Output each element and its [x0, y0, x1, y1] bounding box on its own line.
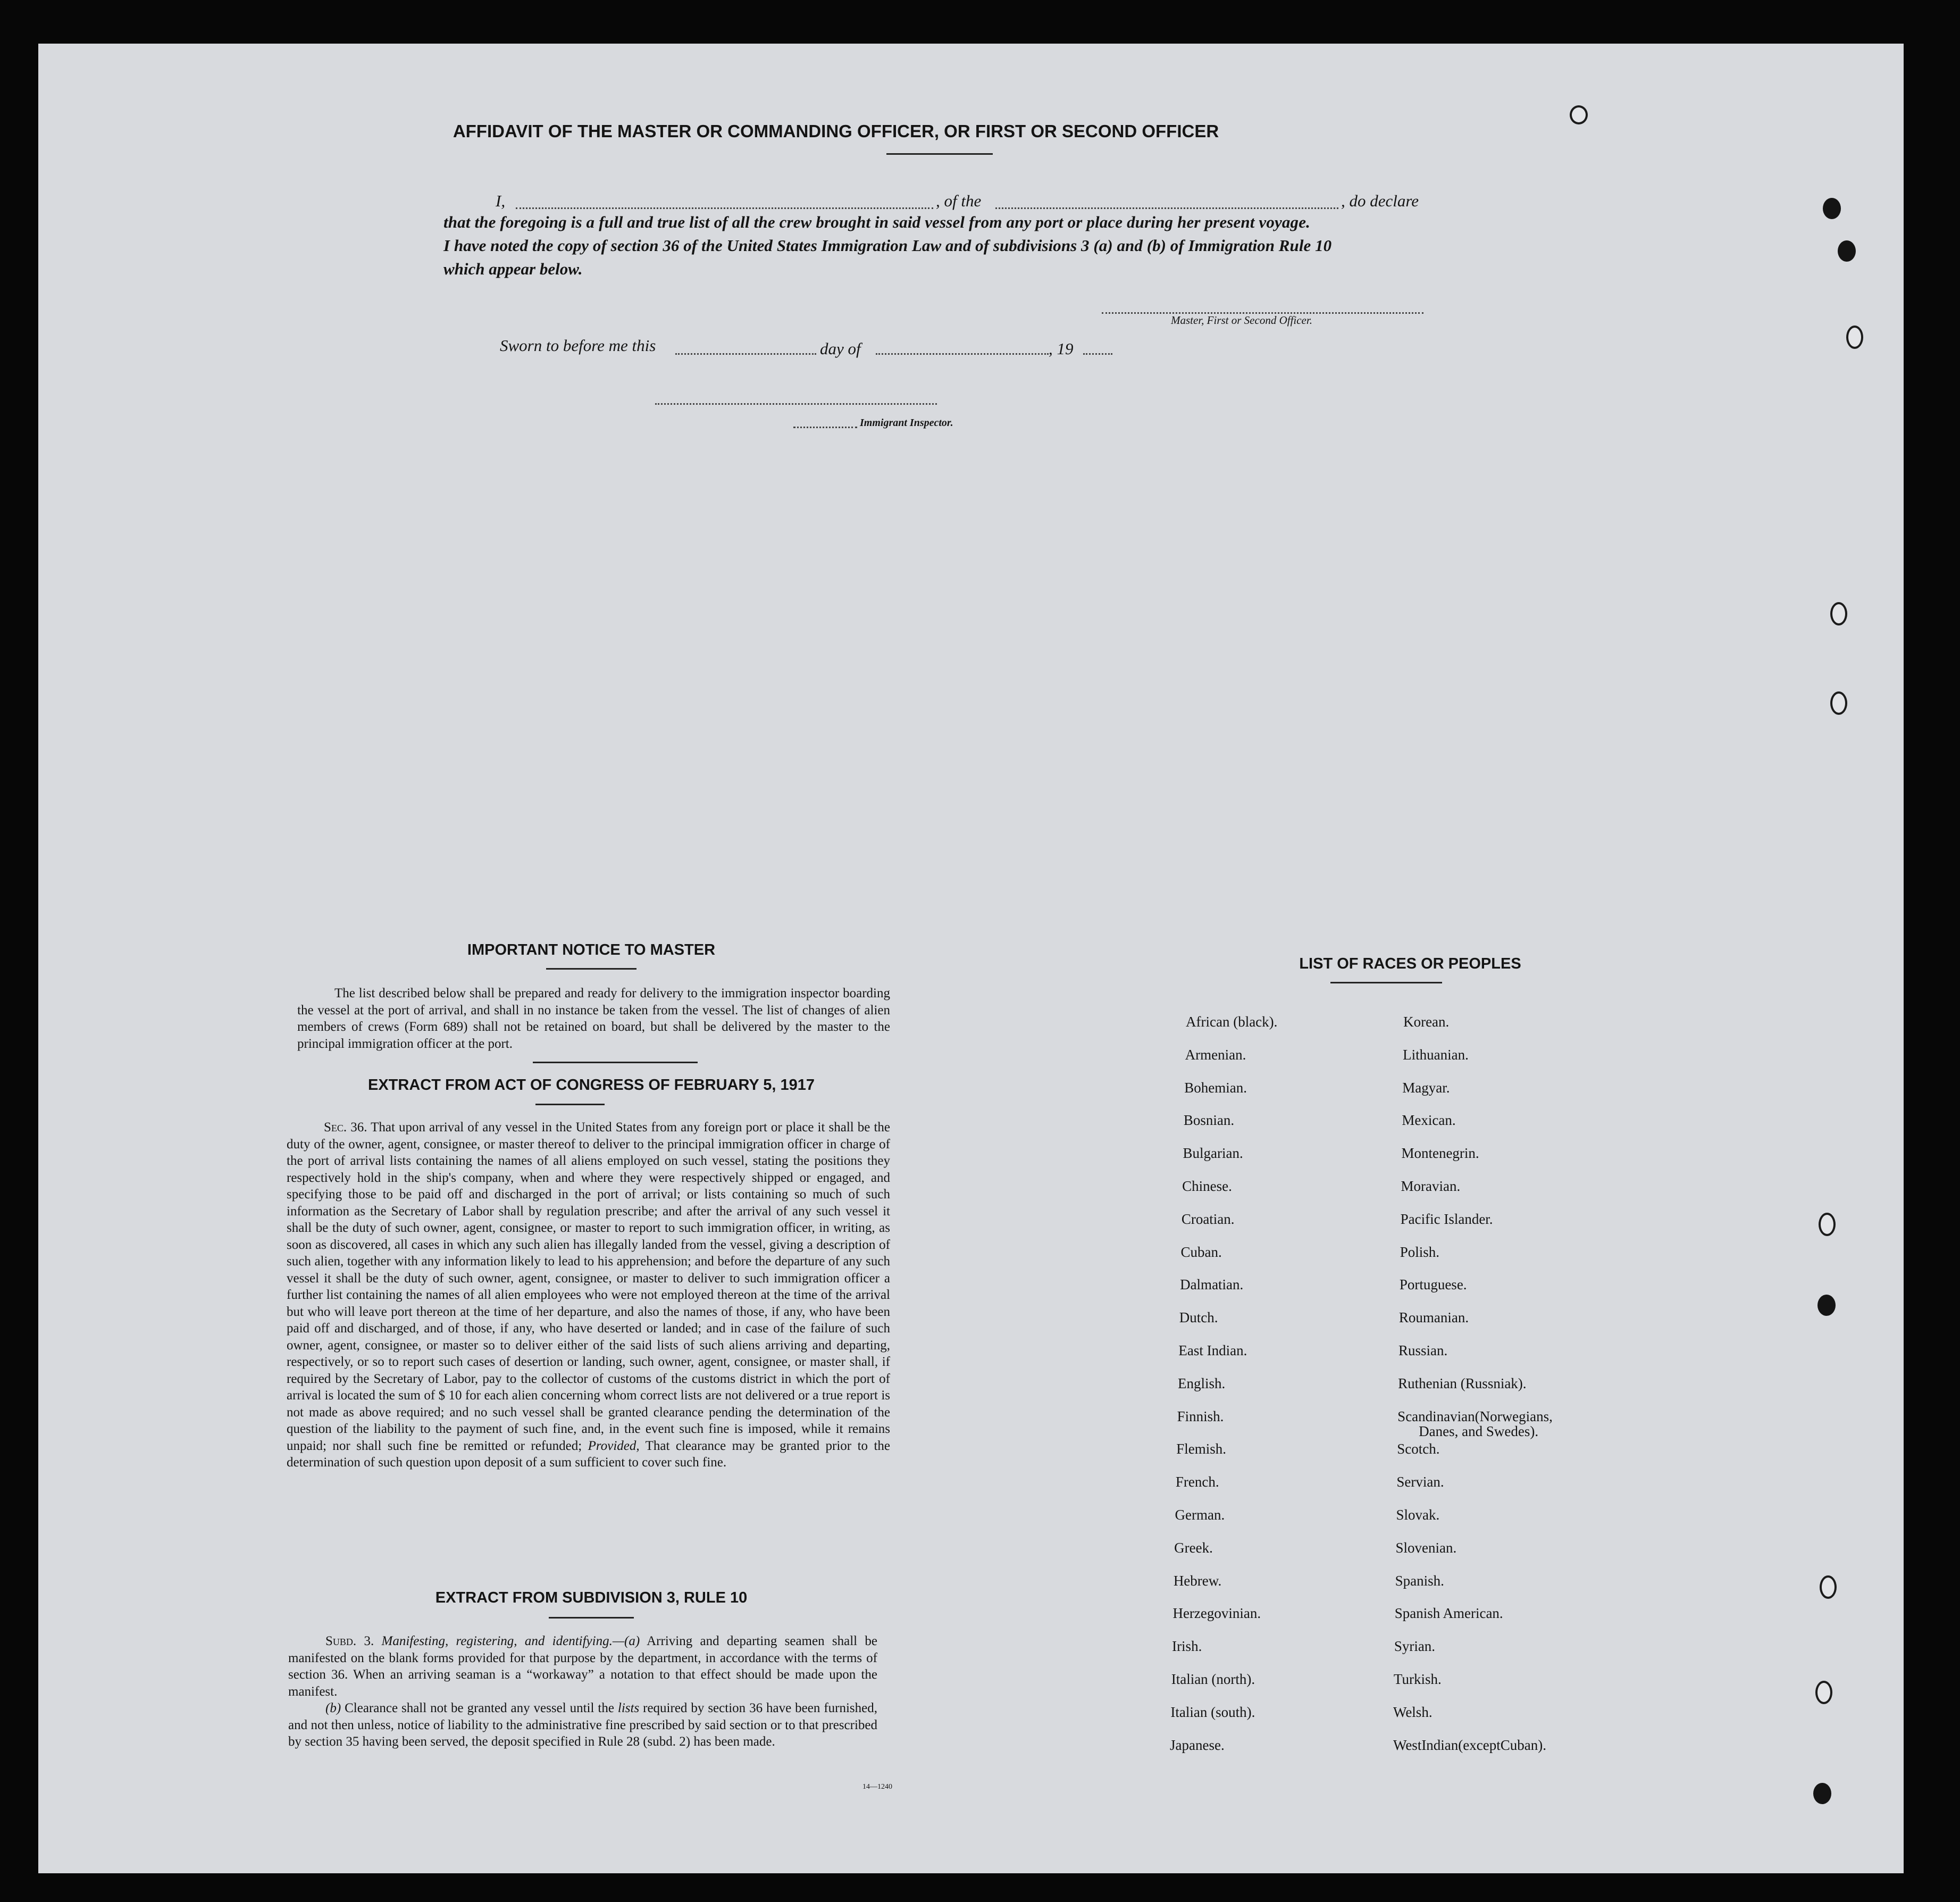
inspector-signature-field[interactable]	[655, 403, 937, 405]
race-item: Bosnian.	[1183, 1112, 1235, 1129]
race-item: Herzegovinian.	[1172, 1605, 1261, 1622]
affidavit-statement-line: that the foregoing is a full and true list of all the crew brought in said vessel from any port or place during her present voyage.	[443, 213, 1311, 231]
affidavit-declarant-prefix: I,	[496, 191, 506, 210]
race-item: Slovak.	[1396, 1507, 1440, 1523]
race-item: Magyar.	[1402, 1079, 1450, 1096]
race-item: Hebrew.	[1173, 1572, 1222, 1589]
binder-hole-mark	[1813, 1783, 1831, 1804]
subdivision-b-lists-word: lists	[617, 1701, 640, 1715]
race-item: Moravian.	[1401, 1178, 1461, 1194]
binder-hole-mark	[1823, 198, 1841, 219]
race-item: Italian (north).	[1171, 1671, 1255, 1687]
race-item: Irish.	[1172, 1638, 1202, 1655]
officer-signature-label: Master, First or Second Officer.	[1171, 314, 1312, 327]
sworn-year-field[interactable]	[1083, 353, 1112, 355]
race-item: French.	[1175, 1474, 1219, 1490]
race-item: Italian (south).	[1170, 1704, 1255, 1720]
binder-hole-mark	[1570, 105, 1588, 124]
race-item: Korean.	[1403, 1014, 1450, 1030]
binder-hole-mark	[1830, 691, 1847, 715]
rule-subdivision-3-paragraph	[288, 1633, 877, 1750]
race-item: Chinese.	[1182, 1178, 1232, 1194]
rule-extract-title-underline	[549, 1617, 634, 1619]
race-item: Japanese.	[1170, 1737, 1225, 1753]
race-item: Portuguese.	[1399, 1277, 1467, 1293]
race-item: Montenegrin.	[1401, 1145, 1479, 1162]
race-item: Mexican.	[1402, 1112, 1456, 1129]
races-title-underline	[1330, 982, 1442, 983]
subdivision-a-text: Arriving and departing seamen shall be manifested on the blank forms provided for that purpose by the department, in accordance with the terms of section 36. When an arriving seaman is a “workaway” a notation to that effect should be made upon the manifest.	[288, 1634, 877, 1699]
race-item: Spanish American.	[1394, 1605, 1503, 1622]
notice-title: IMPORTANT NOTICE TO MASTER	[467, 941, 716, 958]
race-item: Scotch.	[1397, 1441, 1440, 1457]
binder-hole-mark	[1846, 326, 1863, 349]
binder-hole-mark	[1838, 240, 1856, 262]
inspector-signature-label: Immigrant Inspector.	[860, 417, 953, 429]
act-extract-title: EXTRACT FROM ACT OF CONGRESS OF FEBRUARY 5, 1917	[367, 1077, 815, 1094]
affidavit-title: AFFIDAVIT OF THE MASTER OR COMMANDING OFFICER, OR FIRST OR SECOND OFFICER	[453, 121, 1219, 141]
race-item: Dalmatian.	[1180, 1277, 1244, 1293]
race-item: Cuban.	[1180, 1244, 1222, 1260]
subdivision-b-text-continued: required by section 36 have been furnished, and not then unless, notice of liability to the administrative fine prescribed by said section or to that prescribed by section 35 having been served, the deposit specified in Rule 28 (subd. 2) has been made.	[288, 1701, 877, 1749]
race-item: Russian.	[1398, 1342, 1448, 1358]
affidavit-statement-line: I have noted the copy of section 36 of the United States Immigration Law and of subdivisions 3 (a) and (b) of Immigration Rule 10	[443, 236, 1332, 255]
race-item: Slovenian.	[1395, 1539, 1457, 1556]
binder-hole-mark	[1815, 1681, 1832, 1704]
vessel-name-field[interactable]	[995, 207, 1338, 209]
section-36-proviso-text: That clearance may be granted prior to the determination of such question upon deposit of a sum sufficient to cover such fine.	[287, 1438, 890, 1470]
binder-hole-mark	[1819, 1213, 1836, 1236]
race-item: Flemish.	[1176, 1441, 1227, 1457]
binder-hole-mark	[1820, 1575, 1837, 1599]
race-item: Servian.	[1396, 1474, 1444, 1490]
race-item: Scandinavian(Norwegians,	[1397, 1408, 1553, 1424]
race-item: Ruthenian (Russniak).	[1398, 1375, 1527, 1391]
affidavit-statement-line: which appear below.	[443, 260, 583, 278]
race-item: East Indian.	[1178, 1342, 1247, 1358]
race-item: Bohemian.	[1184, 1079, 1247, 1096]
race-item: Finnish.	[1177, 1408, 1224, 1424]
race-item: German.	[1175, 1507, 1225, 1523]
sworn-month-field[interactable]	[876, 353, 1049, 355]
race-item: Bulgarian.	[1183, 1145, 1243, 1162]
race-item: Turkish.	[1393, 1671, 1442, 1687]
day-of-label: day of	[820, 339, 861, 358]
notice-paragraph	[297, 985, 890, 1052]
provided-keyword: Provided,	[588, 1438, 640, 1453]
binder-hole-mark	[1830, 602, 1847, 625]
act-section-36-paragraph	[287, 1119, 890, 1471]
sworn-day-field[interactable]	[675, 353, 816, 355]
race-item: Pacific Islander.	[1400, 1211, 1493, 1227]
race-item: Dutch.	[1179, 1309, 1218, 1326]
affidavit-of-the-label: , of the	[936, 191, 982, 210]
subdivision-b-label: (b)	[325, 1701, 341, 1715]
binder-hole-mark	[1817, 1295, 1836, 1316]
act-extract-title-underline	[535, 1104, 605, 1105]
notice-text: The list described below shall be prepared and ready for delivery to the immigration inspector boarding the vessel at the port of arrival, and shall in no instance be taken from the vessel. The list of changes of alien members of crews (Form 689) shall not be retained on board, but shall be delivered by the master to the principal immigration officer at the port.	[297, 986, 890, 1051]
race-item: Croatian.	[1181, 1211, 1235, 1227]
affidavit-title-underline	[886, 153, 993, 155]
notice-title-underline	[546, 968, 636, 970]
races-title: LIST OF RACES OR PEOPLES	[1299, 955, 1521, 972]
affidavit-do-declare-label: , do declare	[1341, 191, 1419, 210]
declarant-name-field[interactable]	[516, 207, 933, 209]
form-number: 14—1240	[862, 1783, 892, 1791]
notice-divider	[533, 1062, 698, 1063]
subdivision-label: Subd. 3.	[325, 1634, 374, 1648]
sworn-before-label: Sworn to before me this	[500, 336, 656, 355]
inspector-label-leader	[793, 427, 857, 428]
race-item: Danes, and Swedes).	[1419, 1423, 1539, 1439]
race-item: Welsh.	[1393, 1704, 1433, 1720]
race-item: Polish.	[1400, 1244, 1439, 1260]
race-item: African (black).	[1186, 1014, 1278, 1030]
subdivision-heading: Manifesting, registering, and identifying.—(a)	[381, 1634, 640, 1648]
subdivision-b-text: Clearance shall not be granted any vessel until the	[345, 1701, 614, 1715]
race-item: Armenian.	[1185, 1046, 1246, 1063]
race-item: Roumanian.	[1398, 1309, 1469, 1326]
rule-extract-title: EXTRACT FROM SUBDIVISION 3, RULE 10	[435, 1589, 748, 1606]
race-item: WestIndian(exceptCuban).	[1393, 1737, 1546, 1753]
section-36-text: That upon arrival of any vessel in the United States from any foreign port or place it shall be the duty of the owner, agent, consignee, or master thereof to deliver to the principal immigration officer in charge of the port of arrival lists containing the names of all aliens employed on such vessel, stating the positions they respectively hold in the ship's company, when and where they were respectively shipped or engaged, and specifying those to be paid off and discharged in the port of arrival; or lists containing so much of such information as the Secretary of Labor shall by regulation prescribe; and after the arrival of any such vessel it shall be the duty of such owner, agent, consignee, or master to report to such immigration officer, in writing, as soon as discovered, all cases in which any such alien has illegally landed from the vessel, giving a description of such alien, together with any information likely to lead to his apprehension; and before the departure of any such vessel it shall be the duty of such owner, agent, consignee, or master to deliver to such immigration officer a further list containing the names of all alien employees who were not employed thereon at the time of the arrival but who will leave port thereon at the time of her departure, and also the names of those, if any, who have been paid off and discharged, and of those, if any, who have deserted or landed; and in case of the failure of such owner, agent, consignee, or master so to deliver either of the said lists of such aliens arriving and departing, respectively, or so to report such cases of desertion or landing, such owner, agent, consignee, or master shall, if required by the Secretary of Labor, pay to the collector of customs of the customs district in which the port of arrival is located the sum of $ 10 for each alien concerning whom correct lists are not delivered or a true report is not made as above required; and no such vessel shall be granted clearance pending the determination of the question of the liability to the payment of such fine, and, in the event such fine is imposed, while it remains unpaid; nor shall such fine be remitted or refunded;	[287, 1120, 890, 1453]
race-item: Syrian.	[1394, 1638, 1436, 1655]
section-label: Sec. 36.	[324, 1120, 367, 1134]
document-page	[38, 44, 1904, 1873]
race-item: Lithuanian.	[1403, 1046, 1469, 1063]
year-prefix-label: , 19	[1049, 339, 1074, 358]
race-item: English.	[1178, 1375, 1226, 1391]
race-item: Spanish.	[1395, 1572, 1444, 1589]
race-item: Greek.	[1174, 1539, 1213, 1556]
